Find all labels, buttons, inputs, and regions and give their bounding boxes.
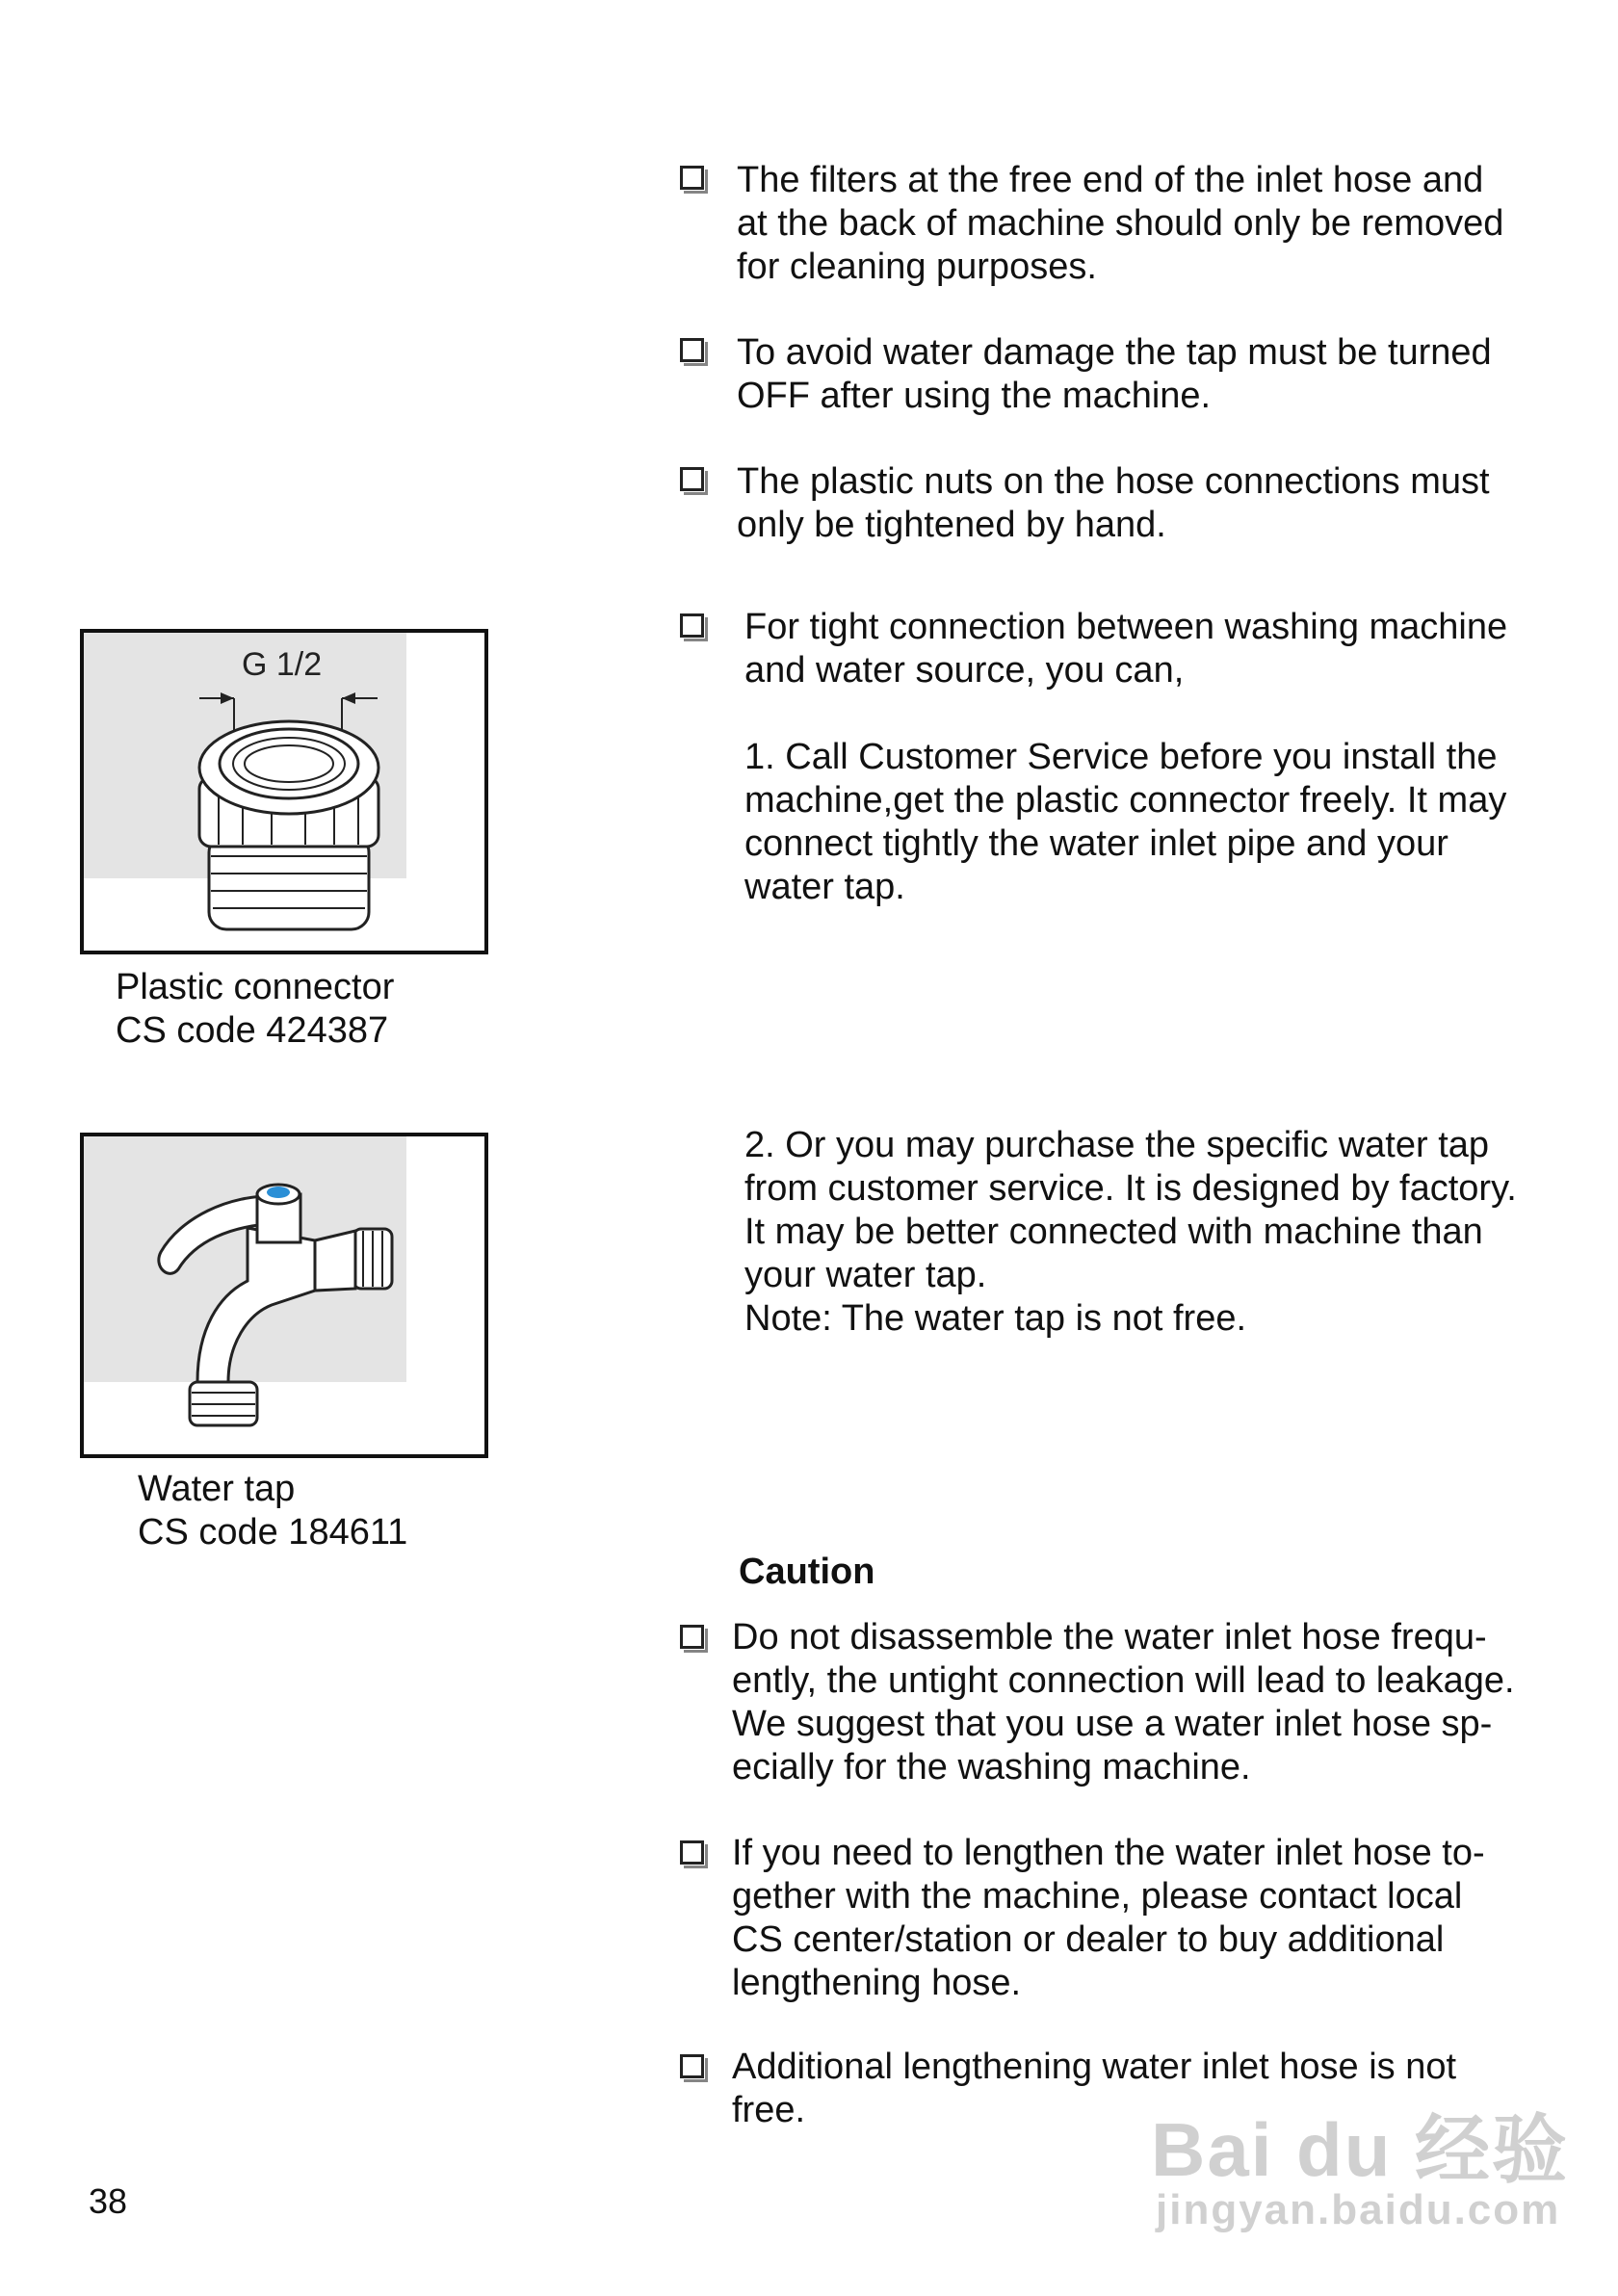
checkbox-bullet-icon xyxy=(680,2054,704,2078)
plastic-connector-illustration xyxy=(84,633,488,954)
water-tap-caption-name: Water tap xyxy=(138,1469,296,1509)
plastic-connector-caption-name: Plastic connector xyxy=(116,967,395,1007)
baidu-watermark-logo: Bai du 经验 xyxy=(1151,2107,1570,2192)
checkbox-bullet-icon xyxy=(680,166,704,190)
checkbox-bullet-icon xyxy=(680,467,704,491)
blue-button-icon xyxy=(267,1187,290,1198)
caution-item-disassemble: Do not disassemble the water inlet hose frequ- ently, the untight connection will lead to leakage. We suggest that you use a water inlet hose sp- ecially for the washing machine. xyxy=(732,1617,1515,1787)
checkbox-bullet-icon xyxy=(680,338,704,362)
checkbox-bullet-icon xyxy=(680,1625,704,1649)
plastic-connector-caption-code: CS code 424387 xyxy=(116,1010,389,1051)
caution-heading: Caution xyxy=(739,1552,875,1592)
baidu-watermark-url: jingyan.baidu.com xyxy=(1156,2186,1561,2233)
step-2: 2. Or you may purchase the specific water tap from customer service. It is designed by factory. It may be better connected with machine than your water tap. Note: The water tap is not free. xyxy=(744,1125,1517,1339)
page-number: 38 xyxy=(89,2181,128,2221)
bullet-plastic-nuts: The plastic nuts on the hose connections must only be tightened by hand. xyxy=(737,461,1490,545)
step-1: 1. Call Customer Service before you install the machine,get the plastic connector freely. It may connect tightly the water inlet pipe and your water tap. xyxy=(744,737,1507,907)
caution-item-not-free: Additional lengthening water inlet hose is not free. xyxy=(732,2047,1457,2130)
plastic-connector-figure xyxy=(80,629,488,954)
bullet-filters: The filters at the free end of the inlet hose and at the back of machine should only be removed for cleaning purposes. xyxy=(737,160,1504,287)
bullet-tight-connection: For tight connection between washing machine and water source, you can, xyxy=(744,607,1508,691)
water-tap-figure xyxy=(80,1133,488,1458)
water-tap-illustration xyxy=(84,1136,488,1458)
checkbox-bullet-icon xyxy=(680,1840,704,1865)
water-tap-caption-code: CS code 184611 xyxy=(138,1512,408,1552)
g-half-label: G 1/2 xyxy=(242,646,323,683)
checkbox-bullet-icon xyxy=(680,613,704,638)
caution-item-lengthen: If you need to lengthen the water inlet hose to- gether with the machine, please contact local CS center/station or dealer to buy additional lengthening hose. xyxy=(732,1833,1485,2003)
bullet-tap-off: To avoid water damage the tap must be turned OFF after using the machine. xyxy=(737,332,1492,416)
